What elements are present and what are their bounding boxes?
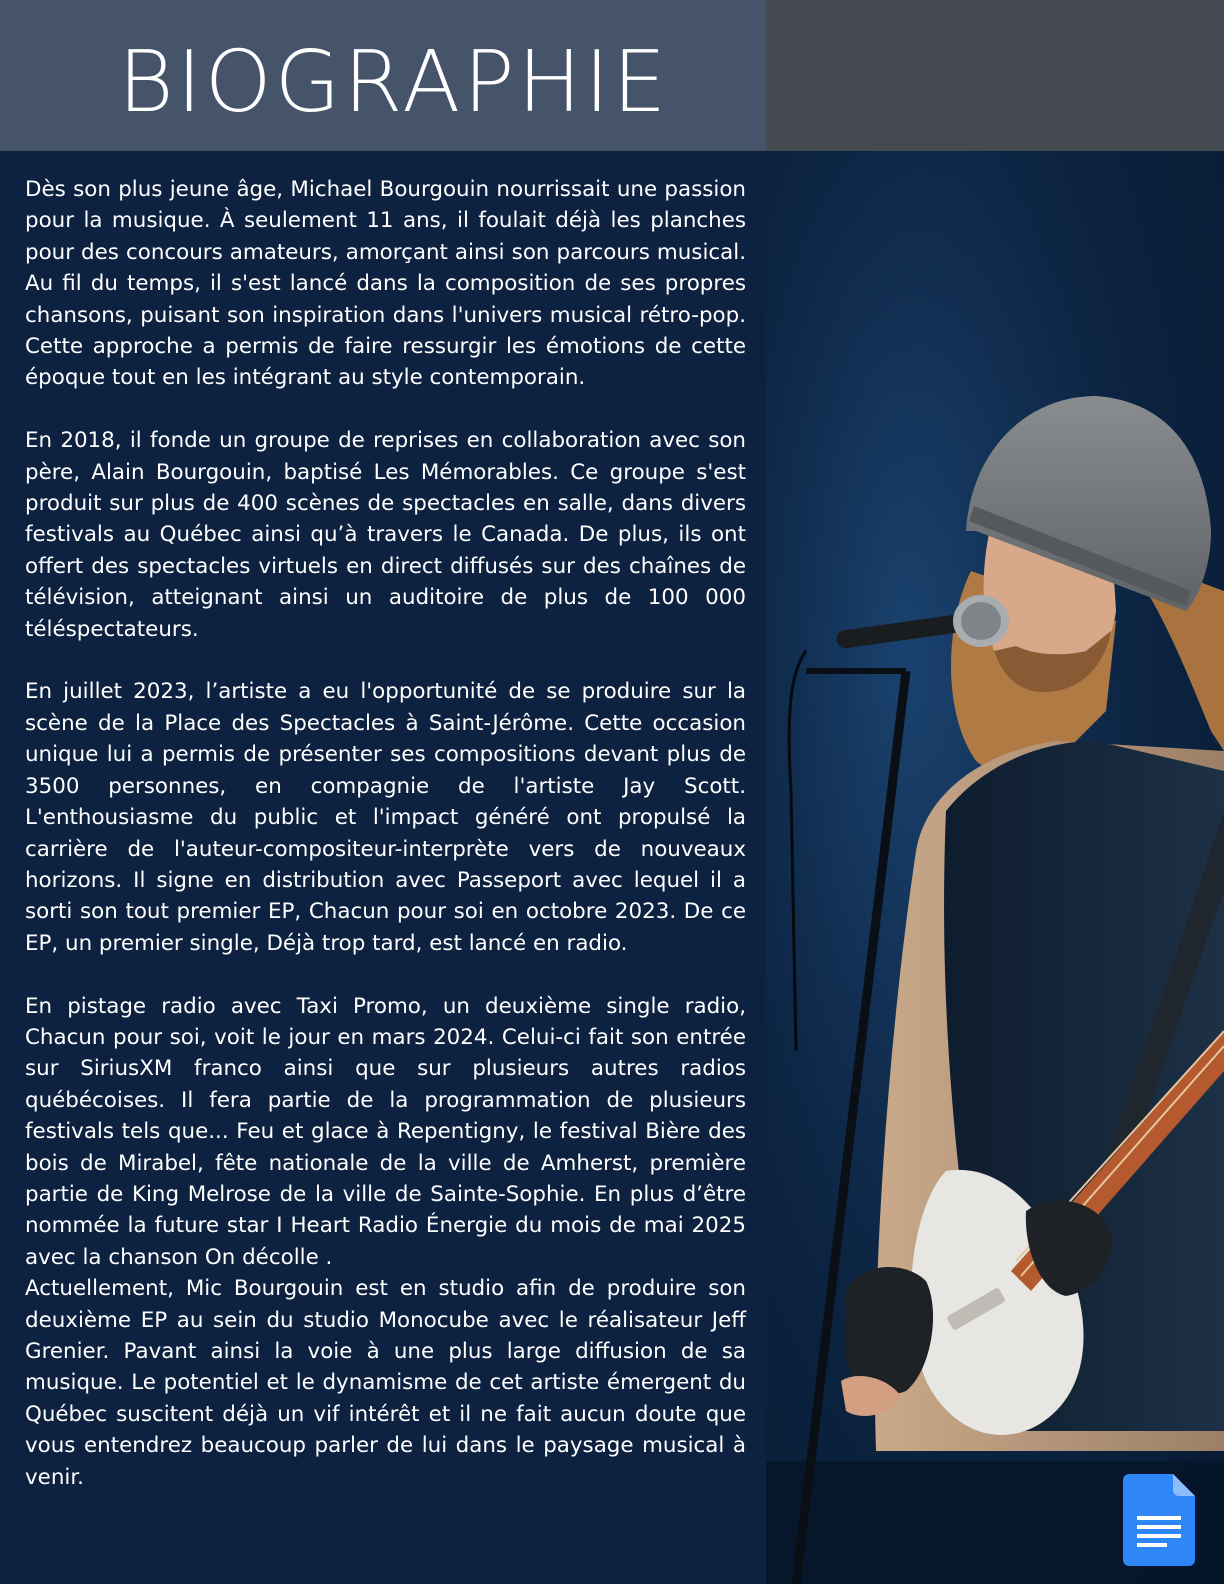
header-band-right [766,0,1224,151]
bio-paragraph: En juillet 2023, l’artiste a eu l'opportunité de se produire sur la scène de la Place des Spectacles à Saint-Jérôme. Cette occasion unique lui a permis de présenter ses compositions devant plus de 3500 personnes, en compagnie de l'artiste Jay Scott. L'enthousiasme du public et l'impact généré ont propulsé la carrière de l'auteur-compositeur-interprète vers de nouveaux horizons. Il signe en distribution avec Passeport avec lequel il a sorti son tout premier EP, Chacun pour soi en octobre 2023. De ce EP, un premier single, Déjà trop tard, est lancé en radio. [25,679,746,956]
bio-paragraph: En pistage radio avec Taxi Promo, un deuxième single radio, Chacun pour soi, voit le jour en mars 2024. Celui-ci fait son entrée sur SiriusXM franco ainsi que sur plusieurs autres radios québécoises. Il fera partie de la programmation de plusieurs festivals tels que... Feu et glace à Repentigny, le festival Bière des bois de Mirabel, fête nationale de la ville de Amherst, première partie de King Melrose de la ville de Sainte-Sophie. En plus d’être nommée la future star I Heart Radio Énergie du mois de mai 2025 avec la chanson On décolle . [25,993,746,1270]
bio-paragraph: Actuellement, Mic Bourgouin est en studio afin de produire son deuxième EP au sein du studio Monocube avec le réalisateur Jeff Grenier. Pavant ainsi la voie à une plus large diffusion de sa musique. Le potentiel et le dynamisme de cet artiste émergent du Québec suscitent déjà un vif intérêt et il ne fait aucun doute que vous entendrez beaucoup parler de lui dans le paysage musical à venir. [25,1276,746,1490]
page-title: BIOGRAPHIE [118,33,670,132]
google-docs-icon[interactable] [1123,1474,1195,1566]
biography-text [25,174,746,1493]
bio-paragraph: Dès son plus jeune âge, Michael Bourgouin nourrissait une passion pour la musique. À seulement 11 ans, il foulait déjà les planches pour des concours amateurs, amorçant ainsi son parcours musical. Au fil du temps, il s'est lancé dans la composition de ses propres chansons, puisant son inspiration dans l'univers musical rétro-pop. Cette approche a permis de faire ressurgir les émotions de cette époque tout en les intégrant au style contemporain. [25,177,746,391]
bio-paragraph: En 2018, il fonde un groupe de reprises en collaboration avec son père, Alain Bourgouin, baptisé Les Mémorables. Ce groupe s'est produit sur plus de 400 scènes de spectacles en salle, dans divers festivals au Québec ainsi qu’à travers le Canada. De plus, ils ont offert des spectacles virtuels en direct diffusés sur des chaînes de télévision, atteignant ainsi un auditoire de plus de 100 000 téléspectateurs. [25,428,746,642]
musician-illustration [766,151,1224,1584]
musician-photo [766,151,1224,1584]
